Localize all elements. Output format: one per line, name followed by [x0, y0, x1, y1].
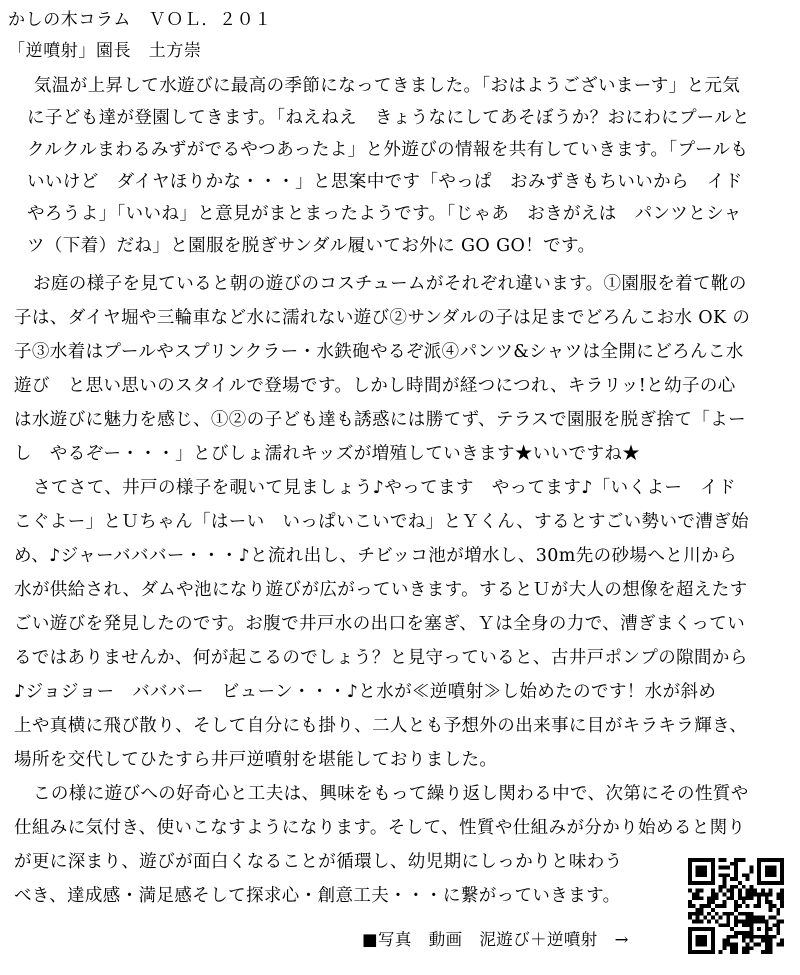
paragraph-line: め、♪ジャーバババー・・・♪と流れ出し、チビッコ池が増水し、30m先の砂場へと川から	[14, 546, 737, 566]
paragraph-line: るではありませんか、何が起こるのでしょう？と見守っていると、古井戸ポンプの隙間から	[14, 648, 748, 668]
paragraph-line: 子③水着はプールやスプリンクラー・水鉄砲やるぞ派④パンツ&シャツは全開にどろんこ水	[14, 342, 744, 362]
photo-video-link[interactable]: ■写真 動画 泥遊び＋逆噴射 →	[362, 930, 629, 949]
paragraph-line: 遊び と思い思いのスタイルで登場です。しかし時間が経つにつれ、キラリッ!と幼子の心	[14, 376, 736, 396]
column-title: かしの木コラム ＶＯＬ．２０１	[8, 10, 272, 30]
paragraph-line: お庭の様子を見ていると朝の遊びのコスチュームがそれぞれ違います。①園服を着て靴の	[33, 274, 747, 294]
paragraph-line: やろうよ」「いいね」と意見がまとまったようです。「じゃあ おきがえは パンツとシャ	[27, 204, 742, 224]
paragraph-line: さてさて、井戸の様子を覗いて見ましょう♪やってます やってます♪「いくよー イド	[33, 478, 736, 498]
paragraph-line: いいけど ダイヤほりかな・・・」と思案中です「やっぱ おみずきもちいいから イド	[27, 172, 743, 192]
paragraph-line: 場所を交代してひたすら井戸逆噴射を堪能しておりました。	[14, 750, 498, 770]
paragraph-line: 子は、ダイヤ堀や三輪車など水に濡れない遊び②サンダルの子は足までどろんこお水 OK の	[14, 308, 751, 328]
paragraph-line: が更に深まり、遊びが面白くなることが循環し、幼児期にしっかりと味わう	[14, 852, 623, 872]
paragraph-line: 気温が上昇して水遊びに最高の季節になってきました。「おはようございまーす」と元気	[16, 76, 741, 96]
qr-code-icon[interactable]	[688, 858, 784, 954]
paragraph-line: 仕組みに気付き、使いこなすようになります。そして、性質や仕組みが分かり始めると関り	[14, 818, 746, 838]
paragraph-line: ごい遊びを発見したのです。お腹で井戸水の出口を塞ぎ、Ｙは全身の力で、漕ぎまくってい	[14, 614, 746, 634]
paragraph-line: クルクルまわるみずがでるやつあったよ」と外遊びの情報を共有していきます。「プールも	[27, 140, 749, 160]
paragraph-line: に子ども達が登園してきます。「ねえねえ きょうなにしてあそぼうか？おにわにプールと	[27, 108, 750, 128]
paragraph-line: べき、達成感・満足感そして探求心・創意工夫・・・に繋がっていきます。	[14, 886, 621, 906]
paragraph-line: この様に遊びへの好奇心と工夫は、興味をもって繰り返し関わる中で、次第にその性質や	[33, 784, 749, 804]
paragraph-line: は水遊びに魅力を感じ、①②の子ども達も誘惑には勝てず、テラスで園服を脱ぎ捨て「よー	[14, 410, 746, 430]
paragraph-line: ♪ジョジョー バババー ビューン・・・♪と水が≪逆噴射≫し始めたのです！水が斜め	[14, 682, 717, 702]
paragraph-line: ツ（下着）だね」と園服を脱ぎサンダル履いてお外に GO GO！です。	[27, 236, 596, 256]
paragraph-line: し やるぞー・・・」とびしょ濡れキッズが増殖していきます★いいですね★	[14, 444, 641, 464]
column-author: 「逆噴射」園長 土方崇	[8, 41, 202, 61]
paragraph-line: こぐよー」とＵちゃん「はーい いっぱいこいでね」とＹくん、するとすごい勢いで漕ぎ始	[14, 512, 749, 532]
paragraph-line: 水が供給され、ダムや池になり遊びが広がっていきます。するとＵが大人の想像を超えたす	[14, 580, 748, 600]
paragraph-line: 上や真横に飛び散り、そして自分にも掛り、二人とも予想外の出来事に目がキラキラ輝き、	[14, 716, 748, 736]
